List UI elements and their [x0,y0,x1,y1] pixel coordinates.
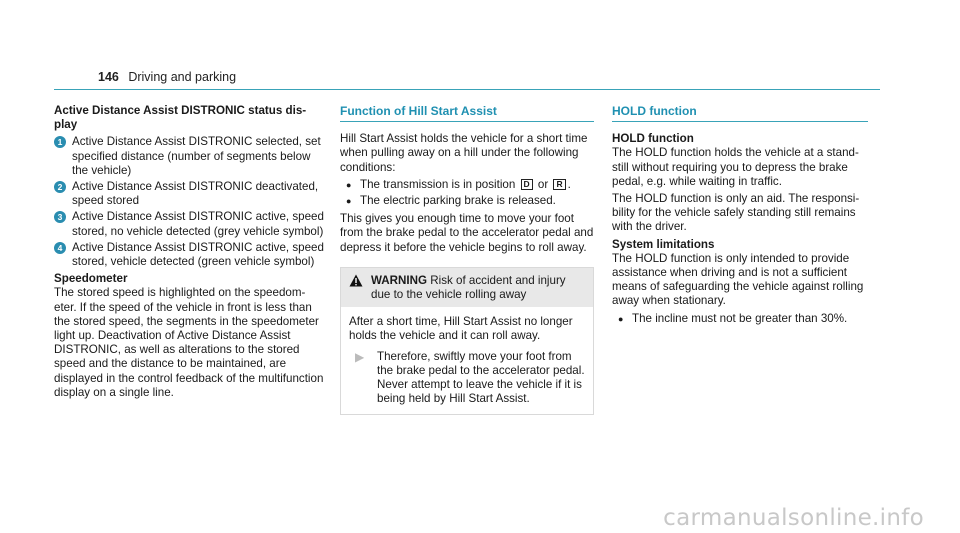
warning-heading [371,274,585,302]
column-hill-start [340,104,594,415]
callout-badge: 2 [54,181,66,193]
bullet-icon: ● [346,196,352,207]
column-distronic [54,104,324,403]
list-item [54,135,324,178]
hold-paragraph-1: The HOLD function holds the vehicle at a standstill without requiring you to depress the brake pedal, e.g. while waiting in traffic. [612,146,859,188]
speedometer-title: Speedometer [54,272,128,286]
column-hold [612,104,868,328]
header-rule [54,89,880,90]
list-item [346,178,594,192]
warning-box [340,267,594,416]
callout-badge: 4 [54,242,66,254]
list-item [54,210,324,238]
action-arrow-icon: ▶ [355,349,365,364]
list-item-text: The transmission is in position D or R . [360,177,571,191]
list-item [346,194,594,208]
hill-start-title: Function of Hill Start Assist [340,104,594,122]
warning-title: Risk of accident and injury due to the vehicle rolling away [371,273,566,302]
warning-triangle-icon [349,274,371,302]
warning-label: WARNING [371,273,428,287]
warning-body [341,307,593,414]
list-item [618,312,868,326]
bullet-icon: ● [346,179,352,190]
hill-start-intro: Hill Start Assist holds the vehicle for a short time when pulling away on a hill under the following conditions: [340,132,588,174]
list-item-text: Active Distance Assist DISTRONIC active, speed stored, no vehicle detected (grey vehicle symbol) [72,210,324,238]
limits-title: System limitations [612,237,715,251]
gear-r-symbol: R [553,179,565,190]
list-item-text: Active Distance Assist DISTRONIC selected, set specified distance (number of segments below the vehicle) [72,135,321,177]
list-item-text: Active Distance Assist DISTRONIC active, speed stored, vehicle detected (green vehicle symbol) [72,240,324,269]
warning-action-text: Therefore, swiftly move your foot from the brake pedal to the accelerator pedal. Never attempt to leave the vehicle if it is being held by Hill Start Assist. [377,349,585,406]
list-item [54,241,324,269]
warning-text: After a short time, Hill Start Assist no longer holds the vehicle and it can roll away. [349,315,573,343]
list-item-text: The electric parking brake is released. [360,194,556,208]
hold-paragraph-2: The HOLD function is only an aid. The responsibility for the vehicle safely standing still remains with the driver. [612,192,860,234]
page-header [98,70,236,84]
list-item-text: Active Distance Assist DISTRONIC deactivated, speed stored [72,180,319,208]
section-name: Driving and parking [128,70,237,84]
warning-header [341,268,593,307]
speedometer-text: The stored speed is highlighted on the speedometer. If the speed of the vehicle in front is less than the stored speed, the segments in the speedometer light up. Deactivation of Active Distance Assist DISTRONIC, as well as alterations to the stored speed and the distance to be maintained, are displayed in the control feedback of the multifunction display on a single line. [54,286,324,399]
hold-section-title: HOLD function [612,104,868,122]
page-number: 146 [98,70,119,84]
list-item-text: The incline must not be greater than 30%. [632,311,848,325]
hill-start-paragraph: This gives you enough time to move your foot from the brake pedal to the accelerator pedal and depress it before the vehicle begins to roll away. [340,212,594,254]
watermark: carmanualsonline.info [663,505,924,531]
list-item [54,180,324,208]
gear-d-symbol: D [521,179,533,190]
callout-badge: 3 [54,211,66,223]
bullet-icon: ● [618,313,624,324]
distronic-title: Active Distance Assist DISTRONIC status display [54,104,307,132]
callout-badge: 1 [54,136,66,148]
limits-text: The HOLD function is only intended to provide assistance when driving and is not a sufficient means of safeguarding the vehicle against rolling away when stationary. [612,251,864,308]
hold-subtitle: HOLD function [612,132,694,146]
warning-action [349,350,585,407]
